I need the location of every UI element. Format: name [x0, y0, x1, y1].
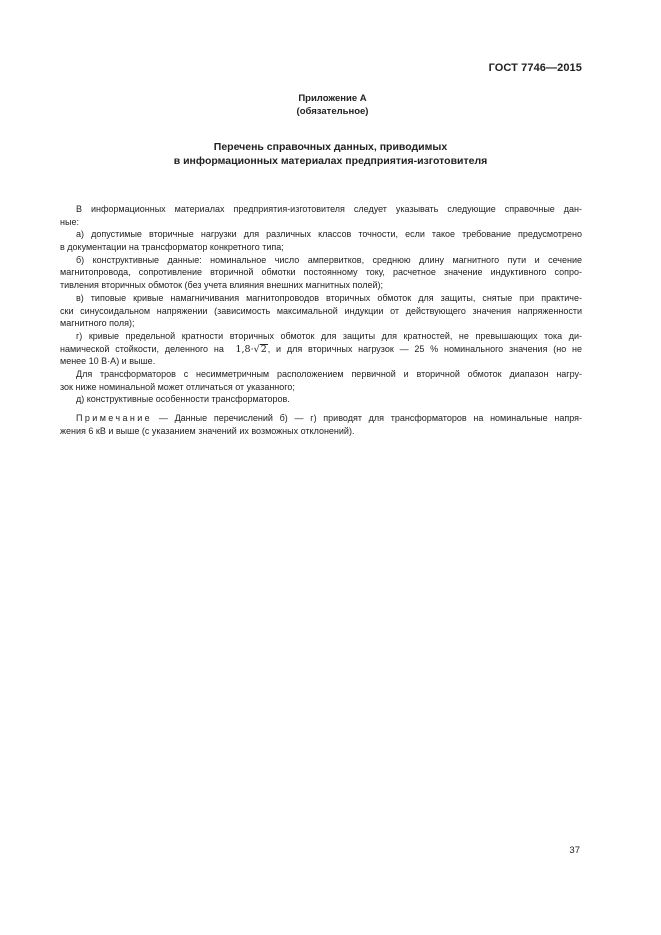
item-a-line-1: а) допустимые вторичные нагрузки для различных классов точности, если такое требование предусмотрено: [76, 229, 582, 240]
appendix-heading: [0, 92, 661, 118]
item-g-line-1: г) кривые предельной кратности вторичных обмоток для защиты для кратностей, не превышающих тока ди-: [76, 330, 582, 341]
item-g-line-2: [60, 343, 582, 356]
appendix-title: Приложение А: [298, 93, 367, 104]
note-line-2: жения 6 кВ и выше (с указанием значений их возможных отклонений).: [60, 425, 355, 436]
section-title-line-2: в информационных материалах предприятия-изготовителя: [173, 155, 488, 167]
paragraph-intro-line-2: ные:: [60, 216, 79, 227]
item-d-line-1: д) конструктивные особенности трансформаторов.: [76, 394, 290, 405]
note-line-1: [60, 412, 582, 425]
item-v-line-2: ски синусоидальном напряжении (зависимость максимальной индукции от действующего значения напряженности: [60, 305, 582, 316]
item-g-line-2-end: , и для вторичных нагрузок — 25 % номинального значения (но не: [267, 343, 583, 354]
item-v-line-1: в) типовые кривые намагничивания магнитопроводов вторичных обмоток для защиты, снятые при практиче-: [76, 292, 582, 303]
formula-radicand: 2: [260, 343, 267, 355]
section-title-line-1: Перечень справочных данных, приводимых: [213, 141, 448, 153]
item-b-line-3: тивления вторичных обмоток (без учета влияния внешних магнитных полей);: [60, 280, 384, 291]
note-label: Примечание: [76, 413, 153, 423]
standard-number: ГОСТ 7746—2015: [488, 62, 582, 74]
note-text-1: — Данные перечислений б) — г) приводят для трансформаторов на номинальные напря-: [152, 413, 582, 423]
section-title: [0, 140, 661, 168]
paragraph-asym-line-1: Для трансформаторов с несимметричным расположением первичной и вторичной обмоток диапазон нагру-: [76, 368, 582, 379]
formula-coefficient: 1,8·: [235, 343, 254, 355]
paragraph-asym-line-2: зок ниже номинальной может отличаться от указанного;: [60, 381, 295, 392]
body-text: [60, 203, 582, 437]
item-g-line-3: менее 10 В·А) и выше.: [60, 356, 156, 367]
item-b-line-2: магнитопровода, сопротивление вторичной обмотки постоянному току, расчетное значение индуктивного сопро-: [60, 267, 582, 278]
ratio-formula: [235, 344, 267, 355]
page-number: 37: [569, 845, 580, 856]
item-v-line-3: магнитного поля);: [60, 318, 135, 329]
item-b-line-1: б) конструктивные данные: номинальное число ампервитков, среднюю длину магнитного пути и сечение: [76, 254, 582, 265]
item-g-line-2-start: намической стойкости, деленного на: [60, 343, 224, 354]
sqrt-sign: √: [253, 343, 260, 355]
paragraph-intro-line-1: В информационных материалах предприятия-изготовителя следует указывать следующие справочные дан-: [76, 204, 582, 214]
item-a-line-2: в документации на трансформатор конкретного типа;: [60, 242, 284, 253]
appendix-status: (обязательное): [296, 106, 369, 117]
